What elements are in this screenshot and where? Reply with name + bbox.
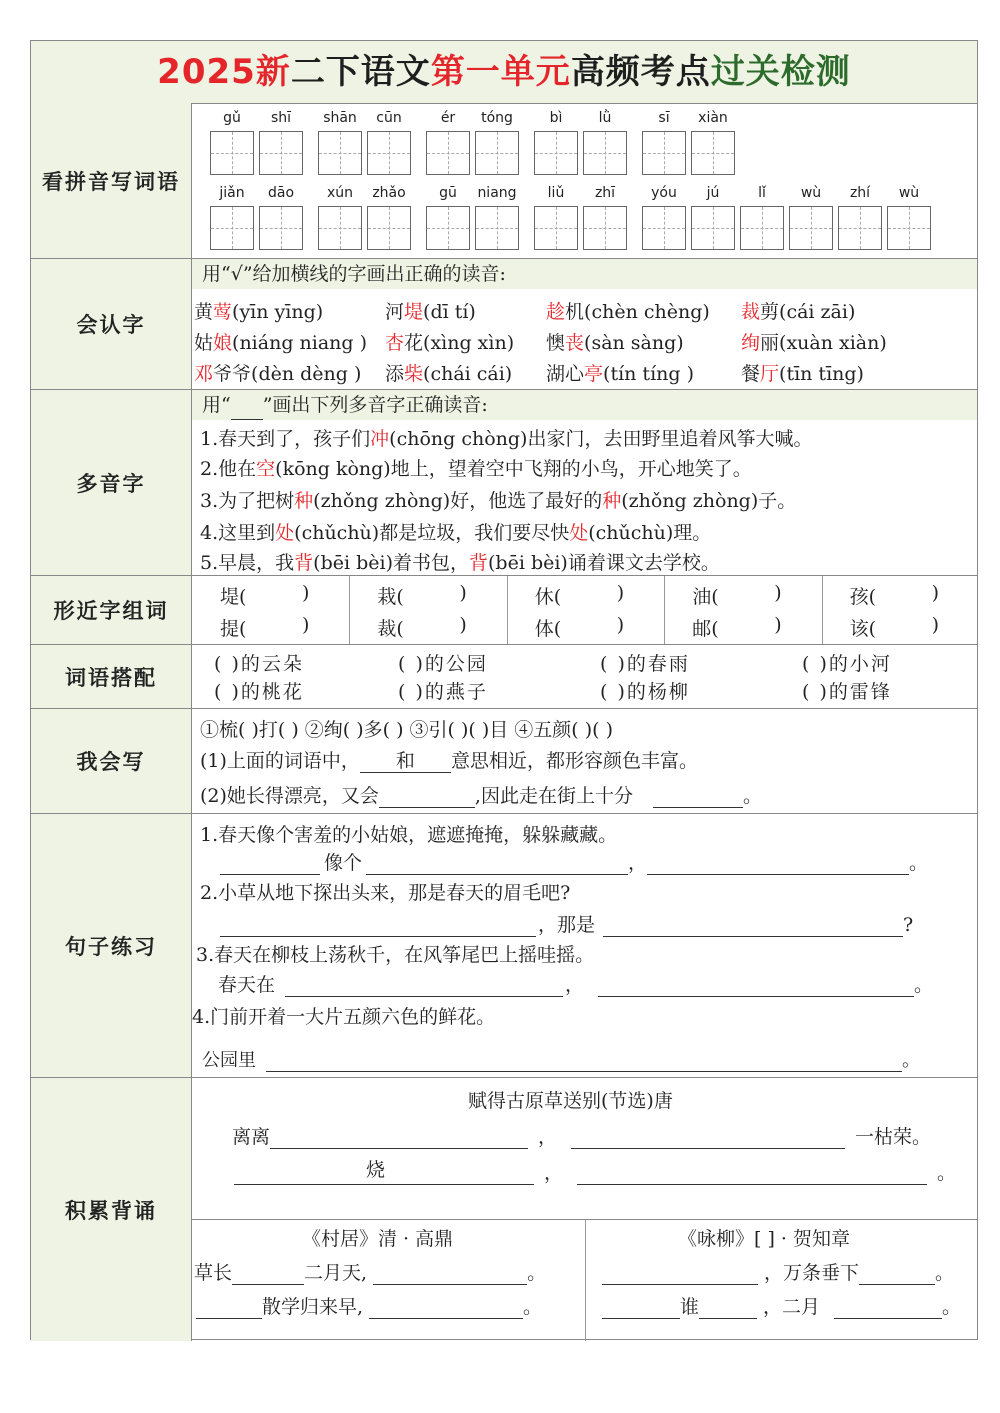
target-char: 亭 — [584, 363, 604, 385]
poem-3-line-2: 谁 ，二月 。 — [602, 1292, 961, 1319]
answer-blank[interactable] — [285, 978, 563, 997]
page-title — [31, 41, 977, 104]
answer-blank[interactable] — [571, 1130, 845, 1149]
answer-blank[interactable] — [647, 856, 909, 875]
pinyin-text: sī — [658, 110, 670, 126]
pinyin-text: bì — [549, 110, 563, 126]
polyphone-sentence — [200, 518, 711, 545]
section-label: 会认字 — [31, 259, 192, 389]
similar-grid — [192, 576, 977, 644]
pinyin-options[interactable]: (yīn yīng) — [232, 301, 324, 323]
target-char: 冲 — [370, 428, 390, 450]
target-char: 种 — [602, 490, 622, 512]
pinyin-options[interactable]: (niáng niang ) — [232, 332, 368, 354]
pinyin-options[interactable]: (dī tí) — [423, 301, 476, 323]
pinyin-text: wù — [898, 185, 920, 201]
pinyin-options[interactable]: (chái cái) — [423, 363, 513, 385]
match-item[interactable]: ( )的云朵 — [214, 653, 304, 675]
answer-blank[interactable] — [266, 1053, 902, 1072]
recognize-item — [741, 359, 864, 386]
similar-char-close[interactable]: ) — [774, 614, 782, 636]
target-char: 背 — [469, 552, 489, 574]
answer-blank[interactable] — [653, 789, 743, 808]
polyphone-sentence — [200, 486, 796, 513]
polyphone-sentence — [200, 548, 720, 575]
instruction: 用“ ”画出下列多音字正确读音: — [192, 390, 977, 420]
answer-blank[interactable] — [196, 1300, 262, 1319]
similar-char-close[interactable]: ) — [459, 614, 467, 636]
sentence-text[interactable]: (bēi bèi)诵着课文去学校。 — [488, 552, 720, 574]
recognize-item — [385, 359, 512, 386]
pinyin-text: yóu — [651, 185, 677, 201]
similar-char: 提( — [220, 618, 247, 640]
target-char: 处 — [569, 522, 589, 544]
poem-3-line-1: ，万条垂下 。 — [602, 1258, 954, 1285]
match-item[interactable]: ( )的雷锋 — [802, 681, 892, 703]
tianzige-box[interactable] — [583, 131, 627, 175]
underline-sample — [231, 405, 263, 420]
similar-char-close[interactable]: ) — [459, 582, 467, 604]
answer-blank[interactable] — [415, 754, 451, 773]
answer-blank[interactable] — [220, 856, 320, 875]
tianzige-box[interactable] — [642, 206, 686, 250]
target-char: 处 — [275, 522, 295, 544]
target-char: 丧 — [565, 332, 585, 354]
pinyin-options[interactable]: (dèn dèng ) — [251, 363, 362, 385]
pinyin-text: zhí — [849, 185, 871, 201]
tianzige-box[interactable] — [210, 131, 254, 175]
column-divider — [349, 576, 350, 644]
similar-char: 该( — [849, 618, 877, 640]
answer-blank[interactable] — [699, 1300, 757, 1319]
worksheet — [30, 40, 978, 1340]
answer-blank[interactable] — [270, 1130, 528, 1149]
recognize-item — [546, 328, 684, 355]
match-item[interactable]: ( )的燕子 — [398, 681, 488, 703]
section-similar — [31, 576, 977, 645]
similar-char: 栽( — [377, 586, 404, 608]
poem-2-title: 《村居》清 · 高鼎 — [302, 1228, 454, 1250]
similar-char-close[interactable]: ) — [616, 582, 625, 604]
match-item[interactable]: ( )的桃花 — [214, 681, 304, 703]
polyphone-sentence — [200, 454, 752, 481]
target-char: 柴 — [404, 363, 424, 385]
section-write — [31, 709, 977, 814]
polyphone-sentence — [200, 424, 812, 451]
target-char: 背 — [294, 552, 314, 574]
answer-blank[interactable] — [602, 1266, 758, 1285]
pinyin-text: wù — [800, 185, 822, 201]
sentence-text: 4.这里到 — [200, 522, 276, 544]
pinyin-grid — [192, 103, 977, 258]
tianzige-box[interactable] — [318, 206, 362, 250]
word-text: 餐 — [741, 363, 761, 385]
tianzige-box[interactable] — [475, 131, 519, 175]
answer-blank[interactable] — [603, 918, 903, 937]
pinyin-text: cūn — [376, 110, 402, 126]
similar-char: 堤( — [220, 586, 247, 608]
answer-blank[interactable] — [602, 1300, 680, 1319]
sentence-text: 3.为了把树 — [200, 490, 295, 512]
similar-char: 油( — [692, 586, 719, 608]
similar-char-close[interactable]: ) — [616, 614, 625, 636]
word-text: 剪 — [760, 301, 780, 323]
target-char: 堤 — [404, 301, 424, 323]
column-divider — [507, 576, 508, 644]
section-label: 形近字组词 — [31, 576, 192, 644]
target-char: 邓 — [194, 363, 214, 385]
pinyin-text: jú — [706, 185, 720, 201]
sentence-text[interactable]: (chǔchù)都是垃圾，我们要尽快 — [294, 522, 570, 544]
word-text: 姑 — [194, 332, 214, 354]
tianzige-box[interactable] — [691, 206, 735, 250]
match-item[interactable]: ( )的杨柳 — [600, 681, 690, 703]
instruction: 用“√”给加横线的字画出正确的读音: — [192, 259, 977, 289]
recognize-item — [546, 359, 694, 386]
title-subject: 二下语文 — [290, 52, 431, 92]
pinyin-text: zhī — [594, 185, 616, 201]
match-item[interactable]: ( )的公园 — [398, 653, 488, 675]
answer-blank[interactable] — [360, 754, 396, 773]
pinyin-text: xún — [326, 185, 354, 201]
section-label: 我会写 — [31, 709, 192, 813]
pinyin-text: zhǎo — [372, 185, 406, 201]
pinyin-text: lǜ — [598, 110, 612, 126]
sentence-text[interactable]: (zhǒng zhòng)子。 — [621, 490, 797, 512]
match-grid — [192, 645, 977, 708]
target-char: 莺 — [213, 301, 233, 323]
recognize-item — [194, 328, 367, 355]
sentence-text[interactable]: (zhǒng zhòng)好，他选了最好的 — [313, 490, 603, 512]
tianzige-box[interactable] — [475, 206, 519, 250]
target-char: 绚 — [741, 332, 761, 354]
word-text: 爷爷 — [213, 363, 252, 385]
sentence-text: 1.春天到了，孩子们 — [200, 428, 371, 450]
recognize-item — [194, 359, 361, 386]
pinyin-options[interactable]: (xìng xìn) — [423, 332, 515, 354]
section-label: 词语搭配 — [31, 645, 192, 708]
sentence-2-answer: ，那是 ? — [220, 910, 913, 937]
sentence-4-answer: 公园里 。 — [202, 1050, 920, 1071]
title-year: 2025新 — [157, 52, 291, 92]
similar-char: 孩( — [849, 586, 877, 608]
word-text: 懊 — [546, 332, 566, 354]
tianzige-box[interactable] — [583, 206, 627, 250]
answer-blank[interactable] — [379, 789, 475, 808]
tianzige-box[interactable] — [210, 206, 254, 250]
pinyin-text: gū — [439, 185, 457, 201]
word-text: 添 — [385, 363, 405, 385]
word-text: 丽 — [760, 332, 780, 354]
sentence-text[interactable]: (chǔchù)理。 — [588, 522, 712, 544]
sentence-4: 4.门前开着一大片五颜六色的鲜花。 — [192, 1006, 496, 1028]
tianzige-box[interactable] — [259, 131, 303, 175]
tianzige-box[interactable] — [642, 131, 686, 175]
pinyin-text: niang — [477, 185, 517, 201]
poem-3-title: 《咏柳》[ ] · 贺知章 — [678, 1228, 850, 1250]
section-sentence — [31, 814, 977, 1078]
tianzige-box[interactable] — [367, 206, 411, 250]
similar-char-close[interactable]: ) — [931, 582, 940, 604]
recognize-item — [546, 297, 710, 324]
pinyin-text: gǔ — [223, 110, 241, 126]
word-text: 机 — [565, 301, 585, 323]
recognize-item — [741, 328, 887, 355]
similar-char-close[interactable]: ) — [931, 614, 940, 636]
tianzige-box[interactable] — [789, 206, 833, 250]
similar-char-close[interactable]: ) — [302, 614, 310, 636]
answer-blank[interactable] — [366, 856, 628, 875]
title-focus: 高频考点 — [570, 52, 711, 92]
tianzige-box[interactable] — [367, 131, 411, 175]
target-char: 杏 — [385, 332, 405, 354]
answer-blank[interactable]: 烧 — [234, 1166, 534, 1185]
pinyin-text: lǐ — [758, 185, 766, 201]
pinyin-text: liǔ — [547, 185, 565, 201]
sentence-3-answer: 春天在 ， 。 — [218, 974, 934, 996]
pinyin-text: shān — [323, 110, 357, 126]
recognize-item — [385, 328, 514, 355]
poem-2-line-1: 草长 二月天, 。 — [194, 1262, 547, 1284]
answer-blank[interactable] — [834, 1300, 942, 1319]
title-test: 过关检测 — [710, 52, 851, 92]
match-item[interactable]: ( )的小河 — [802, 653, 892, 675]
target-char: 厅 — [760, 363, 780, 385]
answer-blank[interactable] — [232, 1266, 304, 1285]
section-label: 多音字 — [31, 390, 192, 575]
tianzige-box[interactable] — [426, 206, 470, 250]
answer-blank[interactable] — [577, 1166, 927, 1185]
poem-1-line-2: 烧 ， 。 — [234, 1158, 956, 1185]
pinyin-options[interactable]: (tīn tīng) — [779, 363, 864, 385]
poem-1-line-1: 离离 ， 一枯荣。 — [232, 1126, 932, 1148]
tianzige-box[interactable] — [838, 206, 882, 250]
write-line-3: (2)她长得漂亮，又会 ,因此走在街上十分 。 — [200, 785, 762, 807]
similar-char: 裁( — [377, 618, 404, 640]
sentence-1-answer: 像个 ， 。 — [220, 848, 928, 875]
target-char: 种 — [294, 490, 314, 512]
tianzige-box[interactable] — [426, 131, 470, 175]
recognize-item — [385, 297, 476, 324]
column-divider — [822, 576, 823, 644]
sentence-text: 5.早晨，我 — [200, 552, 295, 574]
pinyin-options[interactable]: (sàn sàng) — [584, 332, 684, 354]
section-label: 句子练习 — [31, 814, 192, 1077]
tianzige-box[interactable] — [740, 206, 784, 250]
tianzige-box[interactable] — [887, 206, 931, 250]
sentence-text[interactable]: (chōng chòng)出家门，去田野里追着风筝大喊。 — [389, 428, 813, 450]
target-char: 趁 — [546, 301, 566, 323]
pinyin-text: dāo — [267, 185, 295, 201]
title-unit: 第一单元 — [430, 52, 571, 92]
pinyin-text: jiǎn — [219, 185, 245, 201]
target-char: 空 — [256, 458, 276, 480]
similar-char: 体( — [534, 618, 562, 640]
pinyin-options[interactable]: (chèn chèng) — [584, 301, 710, 323]
similar-char: 休( — [534, 586, 562, 608]
answer-blank[interactable] — [369, 1300, 523, 1319]
target-char: 娘 — [213, 332, 233, 354]
answer-blank[interactable] — [598, 978, 914, 997]
tianzige-box[interactable] — [259, 206, 303, 250]
write-line-1: ①梳( )打( ) ②绚( )多( ) ③引( )( )目 ④五颜( )( ) — [200, 719, 614, 741]
pinyin-options[interactable]: (cái zāi) — [779, 301, 856, 323]
section-match — [31, 645, 977, 709]
tianzige-box[interactable] — [534, 131, 578, 175]
word-text: 湖心 — [546, 363, 585, 385]
pinyin-text: ér — [440, 110, 456, 126]
section-pinyin — [31, 103, 977, 259]
tianzige-box[interactable] — [691, 131, 735, 175]
sentence-text[interactable]: (kōng kòng)地上，望着空中飞翔的小鸟，开心地笑了。 — [275, 458, 752, 480]
sentence-1: 1.春天像个害羞的小姑娘，遮遮掩掩，躲躲藏藏。 — [200, 824, 618, 846]
column-divider — [664, 576, 665, 644]
section-polyphone — [31, 390, 977, 576]
word-text: 黄 — [194, 301, 214, 323]
section-recite — [31, 1078, 977, 1341]
poem-1-title: 赋得古原草送别(节选)唐 — [468, 1090, 673, 1112]
section-label: 看拼音写词语 — [31, 103, 192, 258]
similar-char-close[interactable]: ) — [302, 582, 310, 604]
sentence-text[interactable]: (bēi bèi)着书包， — [313, 552, 469, 574]
sentence-text: 2.他在 — [200, 458, 257, 480]
sentence-2: 2.小草从地下探出头来，那是春天的眉毛吧? — [200, 882, 571, 904]
word-text: 河 — [385, 301, 405, 323]
match-item[interactable]: ( )的春雨 — [600, 653, 690, 675]
answer-blank[interactable] — [373, 1266, 527, 1285]
answer-blank[interactable] — [859, 1266, 935, 1285]
tianzige-box[interactable] — [534, 206, 578, 250]
section-label: 积累背诵 — [31, 1078, 192, 1341]
answer-blank[interactable] — [220, 918, 536, 937]
pinyin-options[interactable]: (tín tíng ) — [603, 363, 694, 385]
pinyin-text: xiàn — [698, 110, 728, 126]
target-char: 裁 — [741, 301, 761, 323]
pinyin-options[interactable]: (xuàn xiàn) — [779, 332, 887, 354]
recognize-item — [741, 297, 855, 324]
sentence-3: 3.春天在柳枝上荡秋千，在风筝尾巴上摇哇摇。 — [196, 944, 595, 966]
write-line-2: (1)上面的词语中， 和 意思相近，都形容颜色丰富。 — [200, 750, 698, 772]
section-recognize — [31, 259, 977, 390]
similar-char: 邮( — [692, 618, 719, 640]
similar-char-close[interactable]: ) — [774, 582, 782, 604]
recognize-item — [194, 297, 323, 324]
pinyin-text: tóng — [481, 110, 513, 126]
tianzige-box[interactable] — [318, 131, 362, 175]
word-text: 花 — [404, 332, 424, 354]
pinyin-text: shī — [270, 110, 292, 126]
poem-2-line-2: 散学归来早, 。 — [196, 1292, 542, 1319]
